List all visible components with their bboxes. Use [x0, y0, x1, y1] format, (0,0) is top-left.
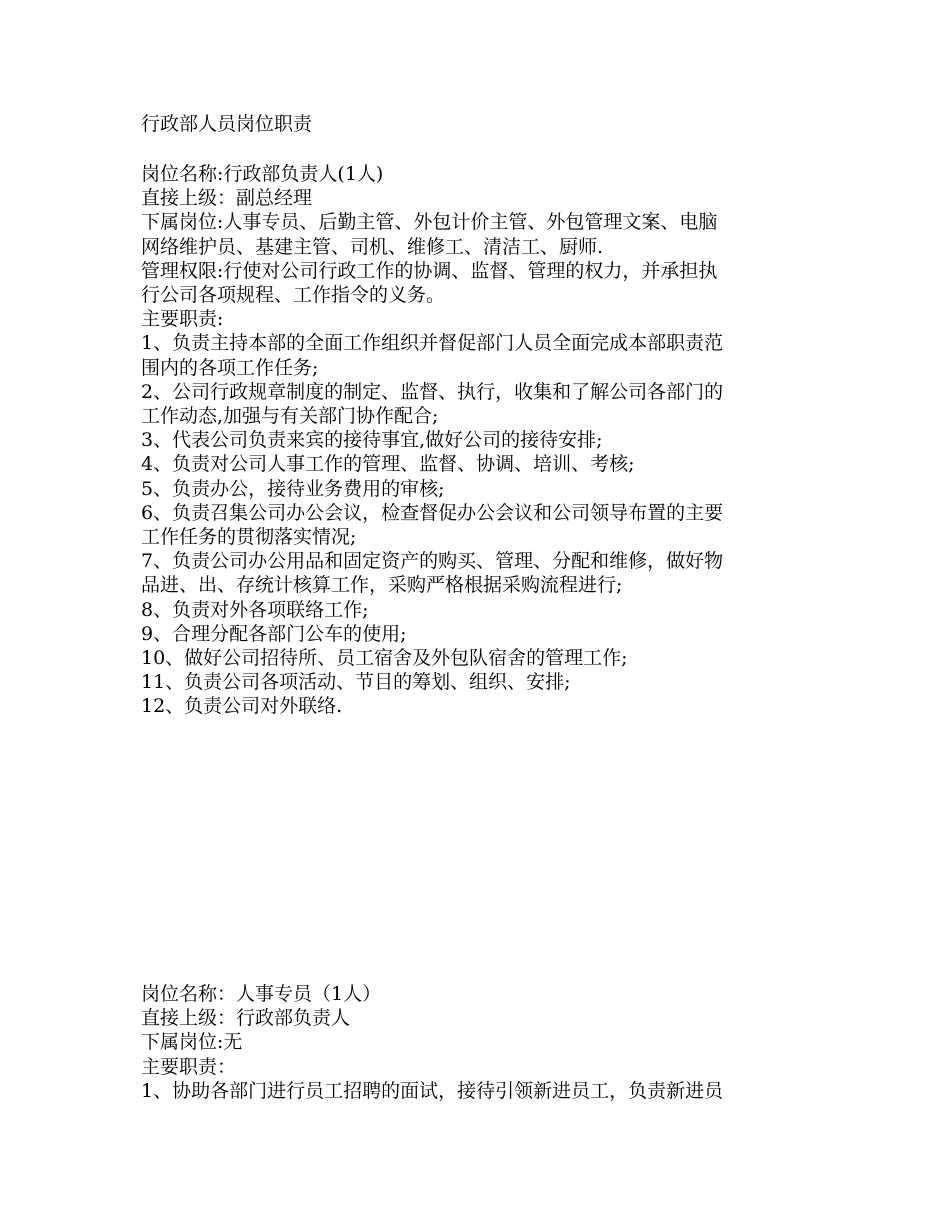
text-line: 2、公司行政规章制度的制定、监督、执行，收集和了解公司各部门的: [141, 380, 724, 403]
text-line: 管理权限:行使对公司行政工作的协调、监督、管理的权力，并承担执: [141, 259, 718, 282]
text-line: 1、负责主持本部的全面工作组织并督促部门人员全面完成本部职责范: [141, 332, 724, 355]
section-hr-specialist: [141, 982, 813, 1103]
text-line: 12、负责公司对外联络.: [141, 695, 343, 718]
section-admin-head: [141, 162, 813, 719]
text-line: 行公司各项规程、工作指令的义务。: [141, 284, 446, 307]
text-line: 工作任务的贯彻落实情况;: [141, 526, 357, 549]
text-line: 下属岗位:无: [141, 1031, 243, 1054]
text-line: 11、负责公司各项活动、节目的筹划、组织、安排;: [141, 671, 571, 694]
text-line: 主要职责:: [141, 308, 224, 331]
text-line: 7、负责公司办公用品和固定资产的购买、管理、分配和维修，做好物: [141, 550, 724, 573]
text-line: 网络维护员、基建主管、司机、维修工、清洁工、厨师.: [141, 235, 604, 258]
text-line: 直接上级：副总经理: [141, 187, 313, 210]
text-line: 岗位名称：人事专员（1人）: [141, 983, 382, 1005]
text-line: 工作动态,加强与有关部门协作配合;: [141, 405, 439, 428]
text-line: 8、负责对外各项联络工作;: [141, 598, 369, 621]
text-line: 10、做好公司招待所、员工宿舍及外包队宿舍的管理工作;: [141, 647, 628, 670]
text-line: 9、合理分配各部门公车的使用;: [141, 622, 407, 645]
document-title: 行政部人员岗位职责: [141, 113, 313, 135]
text-line: 品进、出、存统计核算工作，采购严格根据采购流程进行;: [141, 574, 623, 597]
text-line: 5、负责办公，接待业务费用的审核;: [141, 477, 445, 500]
text-line: 主要职责：: [141, 1055, 237, 1078]
text-line: 岗位名称:行政部负责人(1人): [141, 163, 384, 185]
text-line: 4、负责对公司人事工作的管理、监督、协调、培训、考核;: [141, 453, 635, 476]
section-hr-specialist-lines: [141, 982, 813, 1103]
text-line: 下属岗位:人事专员、后勤主管、外包计价主管、外包管理文案、电脑: [141, 211, 718, 234]
spacer: [141, 137, 813, 162]
text-line: 6、负责召集公司办公会议，检查督促办公会议和公司领导布置的主要: [141, 501, 724, 524]
text-line: 1、协助各部门进行员工招聘的面试，接待引领新进员工，负责新进员: [141, 1079, 724, 1102]
text-line: 直接上级：行政部负责人: [141, 1007, 351, 1030]
text-line: 3、代表公司负责来宾的接待事宜,做好公司的接待安排;: [141, 429, 603, 452]
text-line: 围内的各项工作任务;: [141, 356, 319, 379]
document-body: [141, 112, 813, 719]
